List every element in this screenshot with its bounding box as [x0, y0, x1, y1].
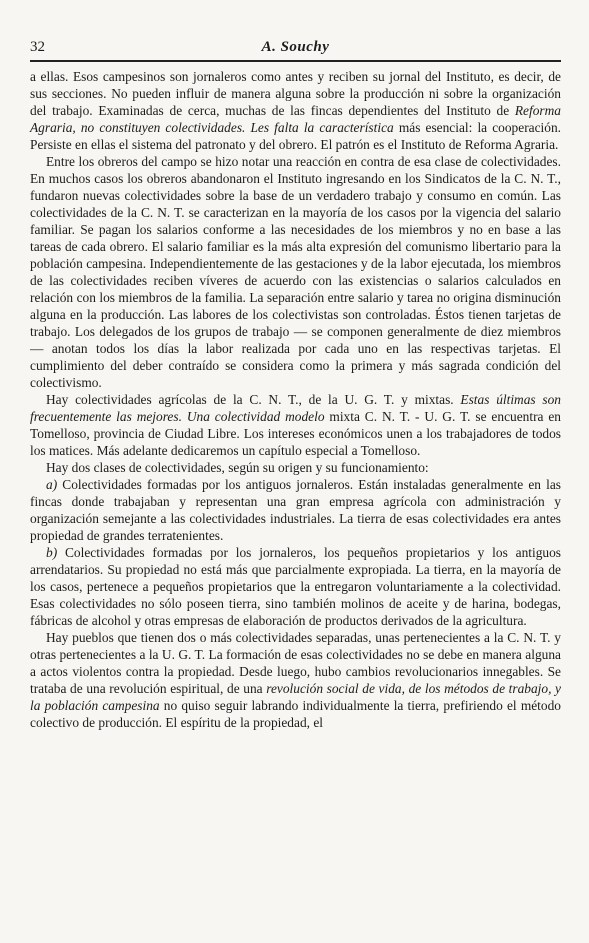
- page-number: 32: [30, 39, 45, 55]
- text-run: más esencial: la cooperación. Persiste en ellas el sistema del patronato y del obrero. El patrón es el Instituto de Reforma Agraria.: [30, 120, 561, 152]
- italic-text: Estas últimas son frecuentemente las mejores. Una colectividad modelo: [30, 392, 561, 424]
- paragraph: [30, 476, 561, 544]
- text-run: Hay pueblos que tienen dos o más colectividades separadas, unas pertenecientes a la C. N. T. y otras pertenecientes a la U. G. T. La formación de esas colectividades no se debe en manera alguna a actos violentos contra la propiedad. Desde luego, hubo cambios revolucionarios innegables. Se trataba de una revolución espiritual, de una: [30, 630, 561, 696]
- text-run: a ellas. Esos campesinos son jornaleros como antes y reciben su jornal del Instituto, es decir, de sus secciones. No pueden influir de manera alguna sobre la producción ni sobre la organización del trabajo. Examinadas de cerca, muchas de las fincas dependientes del Instituto de: [30, 69, 561, 118]
- text-run: no quiso seguir labrando individualmente la tierra, prefiriendo el método colectivo de producción. El espíritu de la propiedad, el: [30, 698, 561, 730]
- italic-text: revolución social de vida, de los métodos de trabajo, y la población campesina: [30, 681, 561, 713]
- italic-text: b): [46, 545, 58, 560]
- running-head-author: A. Souchy: [261, 39, 330, 55]
- text-run: Colectividades formadas por los jornaleros, los pequeños propietarios y los antiguos arrendatarios. Su propiedad no está más que parcialmente expropiada. La tierra, en la mayoría de los casos, pertenece a pequeños propietarios que la entregaron voluntariamente a la colectividad. Esas colectividades no sólo poseen tierra, sino también molinos de aceite y de harina, bodegas, fábricas de alcohol y otras empresas de elaboración de productos derivados de la agricultura.: [30, 545, 561, 628]
- italic-text: Reforma Agraria, no constituyen colectividades. Les falta la característica: [30, 103, 561, 135]
- header-rule: [30, 60, 561, 62]
- paragraph: [30, 459, 561, 476]
- paragraph: [30, 68, 561, 153]
- paragraph: [30, 391, 561, 459]
- running-header: [30, 38, 561, 56]
- text-run: Hay colectividades agrícolas de la C. N. T., de la U. G. T. y mixtas.: [46, 392, 461, 407]
- paragraph: [30, 544, 561, 629]
- paragraph: [30, 629, 561, 731]
- text-run: Entre los obreros del campo se hizo notar una reacción en contra de esa clase de colectividades. En muchos casos los obreros abandonaron el Instituto ingresando en los Sindicatos de la C. N. T., fundaron nuevas colectividades sobre la base de un verdadero trabajo y consumo en común. Las colectividades de la C. N. T. se caracterizan en la mayoría de los casos por la vigencia del salario familiar. Se pagan los salarios conforme a las necesidades de los miembros y no en base a las tareas de cada obrero. El salario familiar es la más alta expresión del comunismo libertario para la población campesina. Independientemente de las gestaciones y de la labor ejecutada, los miembros de las colectividades reciben víveres de acuerdo con las existencias o salarios calculados en relación con los miembros de la familia. La separación entre salario y tarea no origina disminución alguna en la producción. Las labores de los colectivistas son controladas. Éstos tienen tarjetas de trabajo. Los delegados de los grupos de trabajo — se componen generalmente de diez miembros — anotan todos los días la labor realizada por cada uno en las respectivas tarjetas. El cumplimiento del deber contraído se considera como la primera y más sagrada condición del colectivismo.: [30, 154, 561, 390]
- text-run: Colectividades formadas por los antiguos jornaleros. Están instaladas generalmente en las fincas donde trabajaban y representan una gran empresa agrícola con administración y organización semejante a las colectividades industriales. La tierra de esas colectividades era antes propiedad de grandes terratenientes.: [30, 477, 561, 543]
- text-run: mixta C. N. T. - U. G. T. se encuentra en Tomelloso, provincia de Ciudad Libre. Los intereses económicos unen a los trabajadores de todos los matices. Más adelante dedicaremos un capítulo especial a Tomelloso.: [30, 409, 561, 458]
- paragraph: [30, 153, 561, 391]
- text-run: Hay dos clases de colectividades, según su origen y su funcionamiento:: [46, 460, 429, 475]
- body-text: [30, 68, 561, 731]
- italic-text: a): [46, 477, 58, 492]
